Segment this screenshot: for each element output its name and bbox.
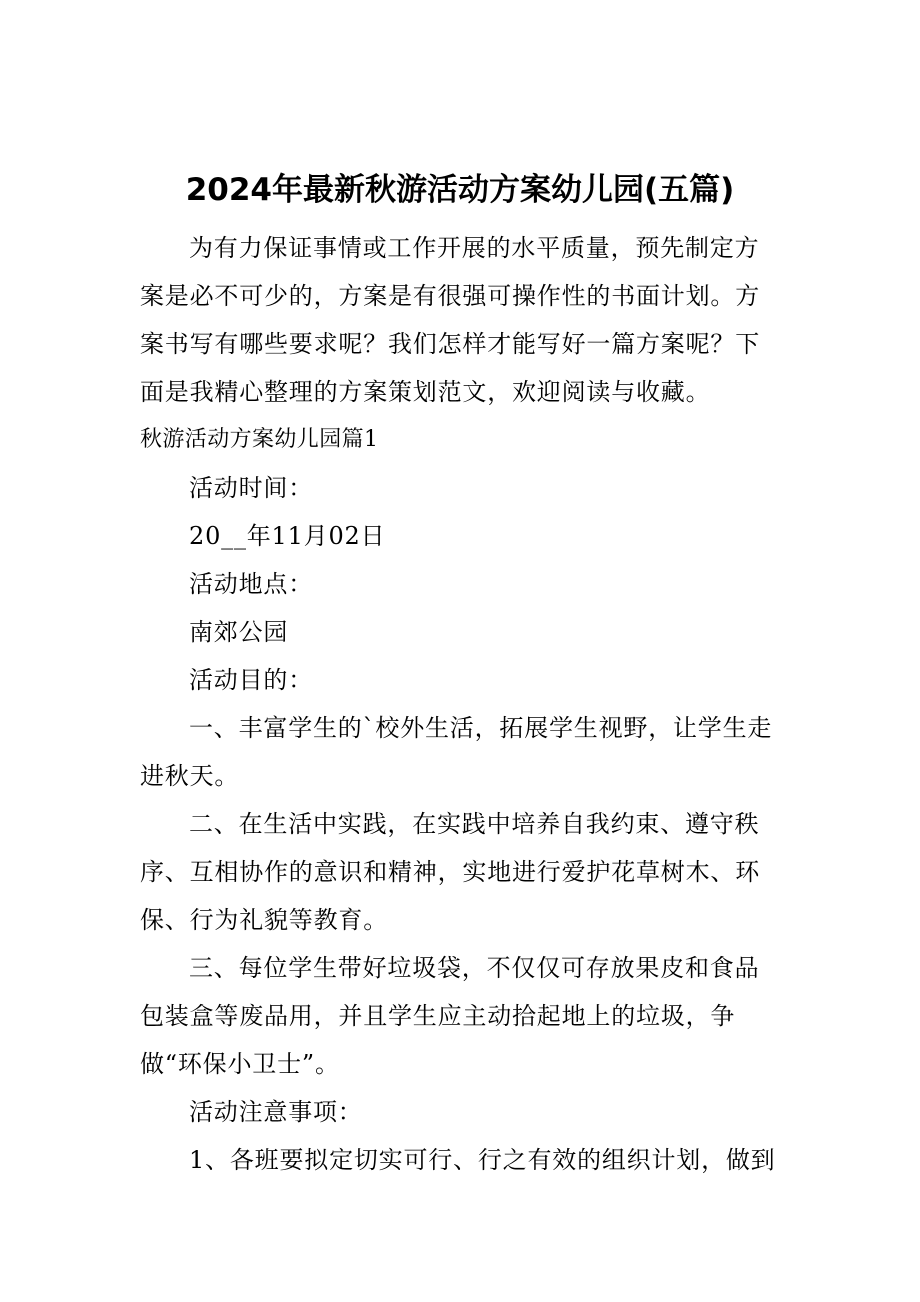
- activity-location-value: 南郊公园: [189, 618, 289, 646]
- activity-time-label: 活动时间：: [189, 474, 313, 502]
- activity-location-label: 活动地点：: [189, 570, 313, 598]
- activity-purpose-label: 活动目的：: [189, 666, 313, 694]
- document-title: 2024年最新秋游活动方案幼儿园(五篇): [185, 171, 735, 208]
- document-body: [140, 224, 780, 1184]
- purpose-item-3: 三、每位学生带好垃圾袋，不仅仅可存放果皮和食品包装盒等废品用，并且学生应主动拾起地上的垃圾，争做“环保小卫士”。: [140, 954, 760, 1078]
- purpose-item-1: 一、丰富学生的`校外生活，拓展学生视野，让学生走进秋天。: [140, 714, 773, 790]
- notes-item-1: 1、各班要拟定切实可行、行之有效的组织计划，做到: [189, 1146, 776, 1174]
- activity-time-value: 20__年11月02日: [189, 522, 386, 550]
- purpose-item-2: 二、在生活中实践，在实践中培养自我约束、遵守秩序、互相协作的意识和精神，实地进行爱护花草树木、环保、行为礼貌等教育。: [140, 810, 760, 934]
- notes-label: 活动注意事项：: [189, 1098, 363, 1126]
- intro-paragraph: 为有力保证事情或工作开展的水平质量，预先制定方案是必不可少的，方案是有很强可操作性的书面计划。方案书写有哪些要求呢？我们怎样才能写好一篇方案呢？下面是我精心整理的方案策划范文，欢迎阅读与收藏。: [140, 234, 760, 406]
- section-heading: 秋游活动方案幼儿园篇1: [140, 427, 379, 452]
